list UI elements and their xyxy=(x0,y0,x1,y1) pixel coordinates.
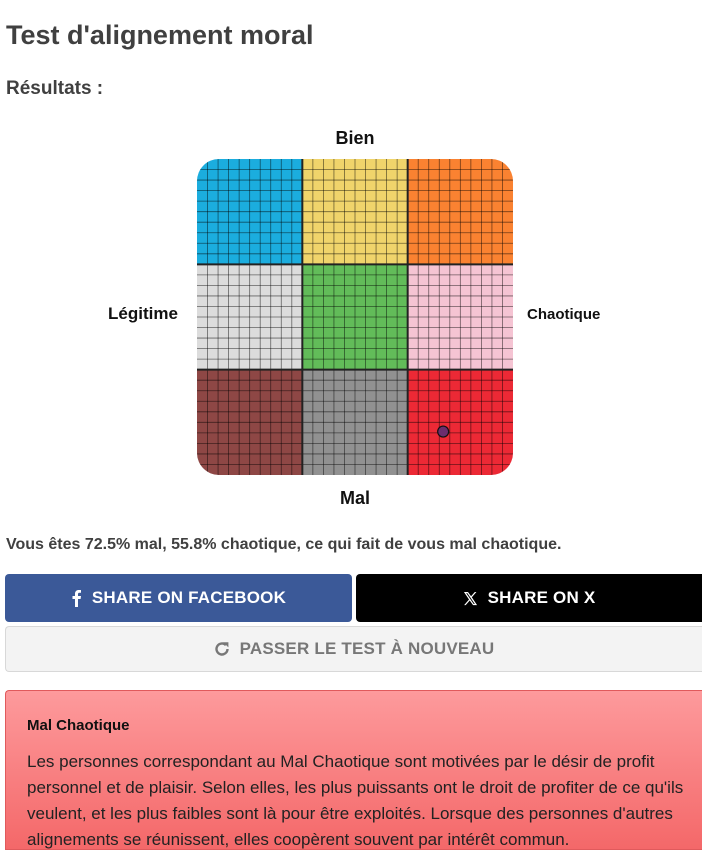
axis-label-evil: Mal xyxy=(339,488,370,508)
axis-label-good: Bien xyxy=(335,128,375,148)
retake-test-button[interactable] xyxy=(5,626,702,672)
alignment-chart xyxy=(0,122,702,512)
share-x-label: SHARE ON X xyxy=(487,588,596,607)
axis-label-lawful: Légitime xyxy=(108,304,178,323)
alignment-description: Les personnes correspondant au Mal Chaotique sont motivées par le désir de profit personnel et de plaisir. Selon elles, les plus puissants ont le droit de profiter de ce qu'ils veulent, et les plus faibles sont là pour être exploités. Lorsque des personnes d'autres alignements se réunissent, elles coopèrent souvent par intérêt commun. xyxy=(27,752,684,849)
alignment-description-card xyxy=(5,690,702,850)
share-facebook-label: SHARE ON FACEBOOK xyxy=(91,588,287,607)
share-facebook-button[interactable] xyxy=(5,574,352,622)
axis-label-chaotic: Chaotique xyxy=(527,306,601,323)
results-heading: Résultats : xyxy=(6,78,104,99)
facebook-icon xyxy=(71,589,82,607)
alignment-name: Mal Chaotique xyxy=(27,717,130,734)
alignment-grid xyxy=(197,159,513,475)
x-logo-icon xyxy=(463,591,478,606)
page-title: Test d'alignement moral xyxy=(6,20,314,50)
result-summary: Vous êtes 72.5% mal, 55.8% chaotique, ce qui fait de vous mal chaotique. xyxy=(6,536,562,553)
retake-test-label: PASSER LE TEST À NOUVEAU xyxy=(239,639,495,658)
refresh-icon xyxy=(214,641,230,657)
share-x-button[interactable] xyxy=(356,574,702,622)
result-marker xyxy=(438,426,449,437)
